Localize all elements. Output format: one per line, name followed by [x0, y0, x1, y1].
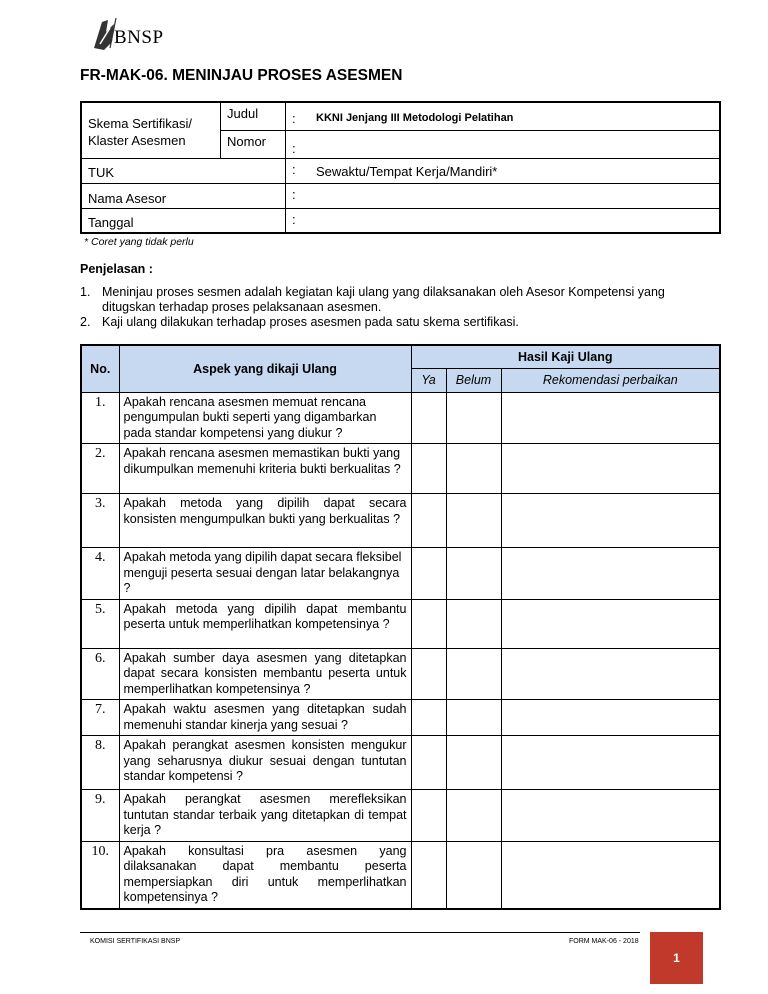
nomor-value: [310, 130, 720, 158]
table-row: [81, 548, 720, 600]
belum-cell[interactable]: [446, 392, 501, 444]
page-title: FR-MAK-06. MENINJAU PROSES ASESMEN: [80, 67, 403, 84]
rekomendasi-cell[interactable]: [501, 700, 720, 736]
judul-value: KKNI Jenjang III Metodologi Pelatihan: [310, 102, 720, 130]
row-number: 7.: [81, 700, 119, 736]
penjelasan-list: [80, 285, 720, 330]
row-question: Apakah waktu asesmen yang ditetapkan sudah memenuhi standar kinerja yang sesuai ?: [119, 700, 411, 736]
belum-cell[interactable]: [446, 548, 501, 600]
rekomendasi-cell[interactable]: [501, 599, 720, 648]
rekomendasi-cell[interactable]: [501, 841, 720, 909]
list-item: [80, 285, 720, 315]
ya-cell[interactable]: [411, 548, 446, 600]
row-number: 8.: [81, 736, 119, 790]
row-number: 5.: [81, 599, 119, 648]
col-ya-header: Ya: [411, 368, 446, 392]
footer-left: KOMISI SERTIFIKASI BNSP: [90, 938, 181, 945]
tuk-label: TUK: [81, 158, 286, 183]
table-row: [81, 494, 720, 548]
list-item: [80, 315, 720, 330]
footer-divider: [80, 932, 640, 933]
penjelasan-heading: Penjelasan :: [80, 262, 153, 276]
note: * Coret yang tidak perlu: [84, 236, 194, 248]
col-no-header: No.: [81, 345, 119, 392]
belum-cell[interactable]: [446, 790, 501, 842]
table-row: [81, 790, 720, 842]
belum-cell[interactable]: [446, 841, 501, 909]
table-row: [81, 700, 720, 736]
ya-cell[interactable]: [411, 790, 446, 842]
tanggal-value: [310, 208, 720, 233]
rekomendasi-cell[interactable]: [501, 736, 720, 790]
row-question: Apakah konsultasi pra asesmen yang dilaksanakan dapat membantu peserta mempersiapkan diri untuk memperlihatkan kompetensinya ?: [119, 841, 411, 909]
judul-colon: :: [286, 102, 311, 130]
row-number: 4.: [81, 548, 119, 600]
judul-label: Judul: [221, 102, 286, 130]
row-question: Apakah sumber daya asesmen yang ditetapkan dapat secara konsisten membantu peserta untuk memperlihatkan kompetensinya ?: [119, 648, 411, 700]
belum-cell[interactable]: [446, 736, 501, 790]
rekomendasi-cell[interactable]: [501, 494, 720, 548]
skema-label: Skema Sertifikasi/ Klaster Asesmen: [81, 102, 221, 158]
logo-text: BNSP: [114, 27, 164, 48]
ya-cell[interactable]: [411, 736, 446, 790]
nomor-colon: :: [286, 130, 311, 158]
row-question: Apakah rencana asesmen memuat rencana pengumpulan bukti seperti yang digambarkan pada standar kompetensi yang diukur ?: [119, 392, 411, 444]
info-table: [80, 101, 721, 234]
col-aspek-header: Aspek yang dikaji Ulang: [119, 345, 411, 392]
row-number: 2.: [81, 444, 119, 494]
ya-cell[interactable]: [411, 599, 446, 648]
asesor-colon: :: [286, 183, 311, 208]
page-number: 1: [650, 932, 703, 984]
ya-cell[interactable]: [411, 392, 446, 444]
rekomendasi-cell[interactable]: [501, 648, 720, 700]
footer-right: FORM MAK-06 - 2018: [569, 938, 639, 945]
nomor-label: Nomor: [221, 130, 286, 158]
row-question: Apakah perangkat asesmen konsisten mengukur yang seharusnya diukur sesuai dengan tuntutan standar kompetensi ?: [119, 736, 411, 790]
tanggal-colon: :: [286, 208, 311, 233]
tuk-colon: :: [286, 158, 311, 183]
review-table: [80, 344, 721, 910]
list-item-text: Meninjau proses sesmen adalah kegiatan kaji ulang yang dilaksanakan oleh Asesor Kompetensi yang ditugskan terhadap proses pelaksanaan asesmen.: [102, 285, 665, 314]
col-rekom-header: Rekomendasi perbaikan: [501, 368, 720, 392]
table-row: [81, 444, 720, 494]
rekomendasi-cell[interactable]: [501, 392, 720, 444]
rekomendasi-cell[interactable]: [501, 444, 720, 494]
ya-cell[interactable]: [411, 700, 446, 736]
row-question: Apakah rencana asesmen memastikan bukti yang dikumpulkan memenuhi kriteria bukti berkualitas ?: [119, 444, 411, 494]
belum-cell[interactable]: [446, 599, 501, 648]
belum-cell[interactable]: [446, 700, 501, 736]
belum-cell[interactable]: [446, 444, 501, 494]
ya-cell[interactable]: [411, 494, 446, 548]
belum-cell[interactable]: [446, 648, 501, 700]
row-question: Apakah perangkat asesmen merefleksikan tuntutan standar terbaik yang ditetapkan di tempat kerja ?: [119, 790, 411, 842]
row-question: Apakah metoda yang dipilih dapat secara konsisten mengumpulkan bukti yang berkualitas ?: [119, 494, 411, 548]
table-row: [81, 392, 720, 444]
row-question: Apakah metoda yang dipilih dapat secara fleksibel menguji peserta sesuai dengan latar belakangnya ?: [119, 548, 411, 600]
row-number: 9.: [81, 790, 119, 842]
belum-cell[interactable]: [446, 494, 501, 548]
table-row: [81, 841, 720, 909]
row-number: 1.: [81, 392, 119, 444]
tuk-value: Sewaktu/Tempat Kerja/Mandiri*: [310, 158, 720, 183]
table-row: [81, 599, 720, 648]
table-row: [81, 736, 720, 790]
row-number: 3.: [81, 494, 119, 548]
tanggal-label: Tanggal: [81, 208, 286, 233]
asesor-label: Nama Asesor: [81, 183, 286, 208]
ya-cell[interactable]: [411, 648, 446, 700]
list-item-number: 1.: [80, 285, 91, 299]
table-row: [81, 648, 720, 700]
row-question: Apakah metoda yang dipilih dapat membantu peserta untuk memperlihatkan kompetensinya ?: [119, 599, 411, 648]
ya-cell[interactable]: [411, 841, 446, 909]
col-belum-header: Belum: [446, 368, 501, 392]
list-item-text: Kaji ulang dilakukan terhadap proses asesmen pada satu skema sertifikasi.: [102, 315, 519, 329]
asesor-value: [310, 183, 720, 208]
rekomendasi-cell[interactable]: [501, 790, 720, 842]
rekomendasi-cell[interactable]: [501, 548, 720, 600]
list-item-number: 2.: [80, 315, 91, 329]
row-number: 6.: [81, 648, 119, 700]
ya-cell[interactable]: [411, 444, 446, 494]
row-number: 10.: [81, 841, 119, 909]
col-hasil-header: Hasil Kaji Ulang: [411, 345, 720, 368]
